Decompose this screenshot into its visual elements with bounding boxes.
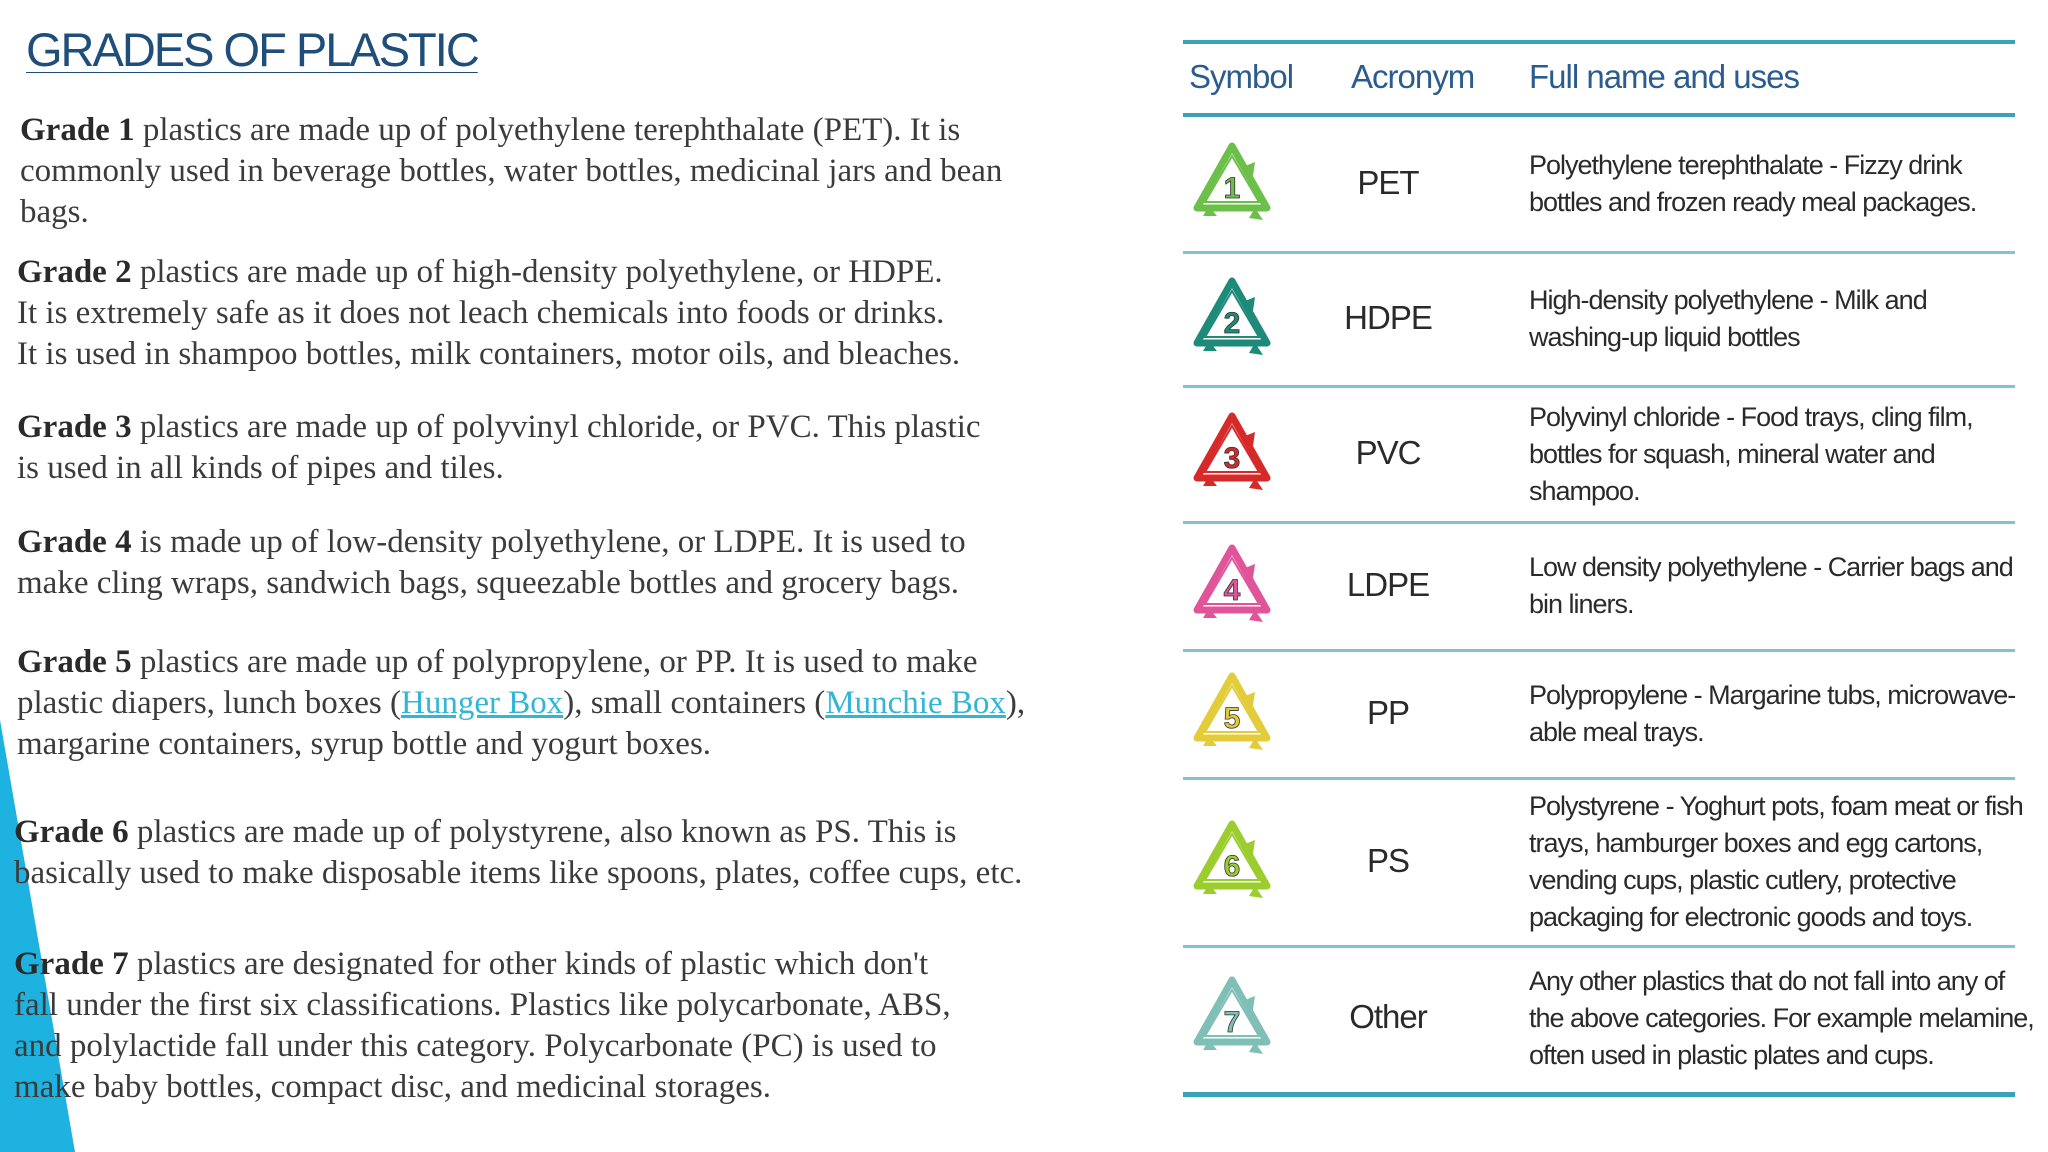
grade-1-label: Grade 1 bbox=[20, 112, 135, 148]
recycle-code-1-icon bbox=[1189, 136, 1275, 236]
grade-5-line-2a: plastic diapers, lunch boxes ( bbox=[17, 685, 401, 721]
grade-1-line-2: commonly used in beverage bottles, water bottles, medicinal jars and bean bbox=[20, 153, 1003, 189]
description-cell bbox=[1529, 282, 1927, 356]
description-cell bbox=[1529, 399, 1973, 510]
recycle-code-number: 3 bbox=[1223, 442, 1241, 475]
grade-6-paragraph bbox=[14, 812, 1022, 894]
grade-4-paragraph bbox=[17, 522, 966, 604]
grade-5-line-2c: ), bbox=[1005, 685, 1026, 721]
recycle-code-number: 1 bbox=[1223, 172, 1241, 205]
description-line: Polyvinyl chloride - Food trays, cling film, bbox=[1529, 401, 1973, 432]
description-line: often used in plastic plates and cups. bbox=[1529, 1039, 1934, 1070]
grade-5-line-1: plastics are made up of polypropylene, or PP. It is used to make bbox=[131, 644, 978, 680]
table-row bbox=[1183, 780, 2023, 948]
recycle-code-number: 2 bbox=[1223, 307, 1241, 340]
recycle-code-7-icon bbox=[1189, 970, 1275, 1070]
grade-7-label: Grade 7 bbox=[14, 946, 129, 982]
grade-5-line-3: margarine containers, syrup bottle and yogurt boxes. bbox=[17, 726, 712, 762]
slide-title: GRADES OF PLASTIC bbox=[26, 23, 478, 76]
description-line: bottles for squash, mineral water and bbox=[1529, 438, 1935, 469]
description-line: bin liners. bbox=[1529, 589, 1634, 619]
description-line: Low density polyethylene - Carrier bags and bbox=[1529, 552, 2013, 582]
table-top-rule bbox=[1183, 40, 2015, 44]
description-cell bbox=[1529, 963, 2034, 1074]
header-fullname: Full name and uses bbox=[1529, 58, 1799, 95]
description-line: trays, hamburger boxes and egg cartons, bbox=[1529, 828, 1983, 858]
grade-4-label: Grade 4 bbox=[17, 524, 132, 560]
description-cell bbox=[1529, 677, 2015, 751]
description-cell bbox=[1529, 147, 1976, 221]
grade-2-paragraph bbox=[17, 252, 960, 375]
table-row bbox=[1183, 254, 2015, 388]
munchie-box-link[interactable]: Munchie Box bbox=[825, 685, 1006, 721]
grade-2-line-2: It is extremely safe as it does not leach chemicals into foods or drinks. bbox=[17, 295, 945, 331]
grade-3-label: Grade 3 bbox=[17, 409, 132, 445]
plastic-codes-table bbox=[1183, 40, 2034, 1100]
description-line: Polyethylene terephthalate - Fizzy drink bbox=[1529, 150, 1962, 180]
grade-3-line-2: is used in all kinds of pipes and tiles. bbox=[17, 450, 504, 486]
grade-3-line-1: plastics are made up of polyvinyl chloride, or PVC. This plastic bbox=[131, 409, 981, 445]
recycle-code-number: 7 bbox=[1223, 1006, 1241, 1039]
acronym-cell: HDPE bbox=[1344, 299, 1432, 336]
grade-1-line-1: plastics are made up of polyethylene terephthalate (PET). It is bbox=[134, 112, 961, 148]
recycle-code-number: 4 bbox=[1223, 574, 1241, 607]
grade-1-line-3: bags. bbox=[20, 194, 89, 230]
header-symbol: Symbol bbox=[1189, 58, 1294, 95]
description-line: High-density polyethylene - Milk and bbox=[1529, 285, 1927, 315]
grade-7-paragraph bbox=[14, 944, 951, 1108]
description-line: Polypropylene - Margarine tubs, microwave- bbox=[1529, 680, 2016, 710]
table-row bbox=[1183, 652, 2015, 780]
hunger-box-link[interactable]: Hunger Box bbox=[400, 685, 564, 721]
description-cell bbox=[1529, 549, 2013, 623]
description-cell bbox=[1529, 788, 2023, 936]
acronym-cell: PP bbox=[1366, 694, 1410, 731]
recycle-code-number: 5 bbox=[1223, 702, 1241, 735]
grade-1-paragraph bbox=[20, 110, 1002, 233]
description-line: shampoo. bbox=[1529, 475, 1640, 506]
grade-5-paragraph bbox=[17, 642, 1025, 765]
grade-6-label: Grade 6 bbox=[14, 814, 129, 850]
description-line: Polystyrene - Yoghurt pots, foam meat or fish bbox=[1529, 791, 2023, 821]
acronym-cell: PET bbox=[1357, 164, 1419, 201]
grade-6-line-1: plastics are made up of polystyrene, also known as PS. This is bbox=[128, 814, 957, 850]
description-line: the above categories. For example melamine, bbox=[1529, 1002, 2034, 1033]
acronym-cell: PVC bbox=[1355, 434, 1421, 471]
recycle-code-2-icon bbox=[1189, 271, 1275, 371]
grade-2-line-3: It is used in shampoo bottles, milk containers, motor oils, and bleaches. bbox=[17, 336, 961, 372]
table-bottom-rule bbox=[1183, 1092, 2015, 1097]
acronym-cell: Other bbox=[1349, 998, 1427, 1035]
description-line: washing-up liquid bottles bbox=[1529, 322, 1800, 352]
description-line: able meal trays. bbox=[1529, 717, 1704, 747]
description-line: vending cups, plastic cutlery, protective bbox=[1529, 865, 1956, 895]
description-line: packaging for electronic goods and toys. bbox=[1529, 902, 1973, 932]
grade-4-line-1: is made up of low-density polyethylene, or LDPE. It is used to bbox=[131, 524, 966, 560]
recycle-code-3-icon bbox=[1189, 406, 1275, 506]
grade-7-line-4: make baby bottles, compact disc, and medicinal storages. bbox=[14, 1069, 771, 1105]
header-acronym: Acronym bbox=[1351, 58, 1475, 95]
recycle-code-number: 6 bbox=[1223, 850, 1241, 883]
recycle-code-5-icon bbox=[1189, 666, 1275, 766]
grade-5-line-2b: ), small containers ( bbox=[563, 685, 826, 721]
description-line: Any other plastics that do not fall into any of bbox=[1529, 965, 2005, 996]
header-rule bbox=[1183, 113, 2015, 117]
grade-4-line-2: make cling wraps, sandwich bags, squeezable bottles and grocery bags. bbox=[17, 565, 960, 601]
recycle-code-6-icon bbox=[1189, 814, 1275, 914]
grade-7-line-3: and polylactide fall under this category. Polycarbonate (PC) is used to bbox=[14, 1028, 937, 1064]
table-row bbox=[1183, 948, 2034, 1092]
table-row bbox=[1183, 388, 2015, 524]
description-line: bottles and frozen ready meal packages. bbox=[1529, 187, 1977, 217]
grade-3-paragraph bbox=[17, 407, 981, 489]
recycle-code-4-icon bbox=[1189, 538, 1275, 638]
table-row bbox=[1183, 118, 2015, 254]
grade-2-label: Grade 2 bbox=[17, 254, 132, 290]
table-row bbox=[1183, 524, 2015, 652]
grade-6-line-2: basically used to make disposable items like spoons, plates, coffee cups, etc. bbox=[14, 855, 1023, 891]
acronym-cell: LDPE bbox=[1346, 566, 1430, 603]
grade-2-line-1: plastics are made up of high-density polyethylene, or HDPE. bbox=[131, 254, 943, 290]
grade-5-label: Grade 5 bbox=[17, 644, 132, 680]
grade-7-line-1: plastics are designated for other kinds of plastic which don't bbox=[128, 946, 929, 982]
grade-7-line-2: fall under the first six classifications. Plastics like polycarbonate, ABS, bbox=[14, 987, 951, 1023]
acronym-cell: PS bbox=[1366, 842, 1410, 879]
